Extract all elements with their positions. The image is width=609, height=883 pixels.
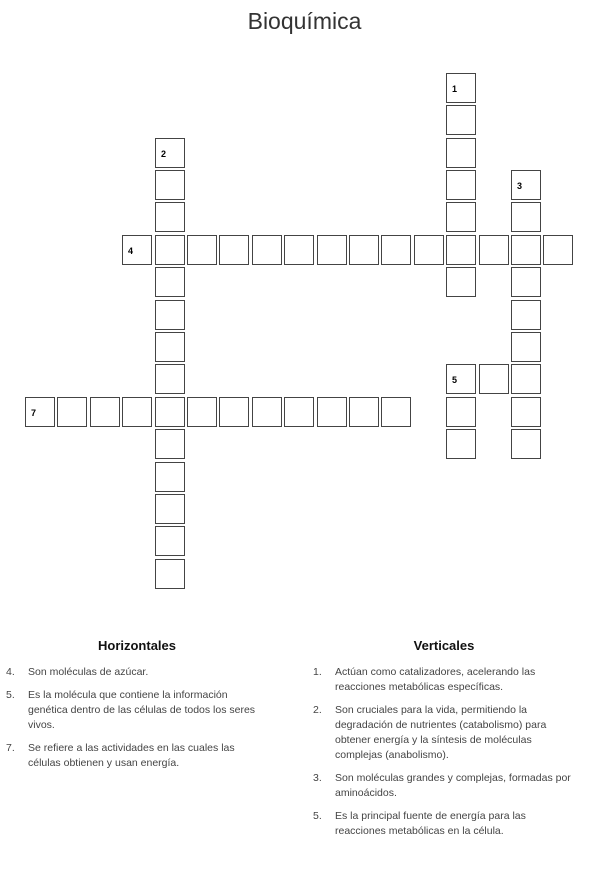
clue-item [6, 665, 268, 680]
clue-text: Es la principal fuente de energía para las reacciones metabólicas en la célula. [335, 810, 526, 837]
crossword-cell[interactable] [349, 397, 379, 427]
crossword-cell[interactable] [155, 526, 185, 556]
crossword-cell[interactable] [155, 494, 185, 524]
crossword-cell[interactable] [511, 364, 541, 394]
crossword-cell[interactable] [155, 300, 185, 330]
crossword-cell[interactable] [446, 105, 476, 135]
crossword-cell[interactable] [155, 364, 185, 394]
clue-number-label: 1 [452, 84, 458, 94]
clue-number-label: 4 [128, 246, 134, 256]
page-title: Bioquímica [247, 8, 362, 34]
clue-item [313, 665, 575, 695]
crossword-cell[interactable] [446, 397, 476, 427]
crossword-cell[interactable] [122, 235, 152, 265]
crossword-cell[interactable] [511, 397, 541, 427]
crossword-cell[interactable] [511, 429, 541, 459]
crossword-cell[interactable] [511, 202, 541, 232]
clue-text: Es la molécula que contiene la información genética dentro de las células de todos los seres vivos. [28, 689, 256, 731]
clue-text: Son cruciales para la vida, permitiendo la degradación de nutrientes (catabolismo) para obtener energía y la síntesis de moléculas complejas (anabolismo). [335, 704, 547, 761]
crossword-cell[interactable] [511, 267, 541, 297]
clue-number-label: 3 [517, 181, 523, 191]
crossword-cell[interactable] [511, 300, 541, 330]
crossword-cell[interactable] [155, 267, 185, 297]
crossword-cell[interactable] [122, 397, 152, 427]
crossword-cell[interactable] [155, 235, 185, 265]
crossword-cell[interactable] [446, 429, 476, 459]
clue-item [6, 741, 268, 771]
crossword-cell[interactable] [511, 235, 541, 265]
clue-text: Actúan como catalizadores, acelerando las reacciones metabólicas específicas. [335, 666, 536, 693]
clue-item [313, 703, 575, 763]
crossword-cell[interactable] [155, 170, 185, 200]
crossword-cell[interactable] [155, 397, 185, 427]
crossword-cell[interactable] [479, 235, 509, 265]
crossword-cell[interactable] [446, 235, 476, 265]
clue-number: 2. [313, 704, 322, 716]
clue-text: Son moléculas grandes y complejas, formadas por aminoácidos. [335, 772, 571, 799]
crossword-cell[interactable] [252, 235, 282, 265]
crossword-cell[interactable] [446, 267, 476, 297]
crossword-cell[interactable] [155, 429, 185, 459]
crossword-cell[interactable] [446, 170, 476, 200]
crossword-cell[interactable] [446, 364, 476, 394]
clue-number: 1. [313, 666, 322, 678]
crossword-cell[interactable] [479, 364, 509, 394]
crossword-cell[interactable] [187, 397, 217, 427]
crossword-cell[interactable] [284, 397, 314, 427]
crossword-cell[interactable] [543, 235, 573, 265]
crossword-cell[interactable] [252, 397, 282, 427]
crossword-cell[interactable] [155, 332, 185, 362]
clue-item [6, 688, 268, 733]
crossword-cell[interactable] [25, 397, 55, 427]
clue-item [313, 771, 575, 801]
clue-text: Son moléculas de azúcar. [28, 666, 149, 678]
clue-number: 5. [6, 689, 15, 701]
clue-number-label: 5 [452, 375, 458, 385]
crossword-cell[interactable] [381, 397, 411, 427]
crossword-cell[interactable] [414, 235, 444, 265]
clue-item [313, 809, 575, 839]
crossword-cell[interactable] [284, 235, 314, 265]
clue-number: 5. [313, 810, 322, 822]
crossword-cell[interactable] [317, 235, 347, 265]
crossword-cell[interactable] [57, 397, 87, 427]
crossword-cell[interactable] [155, 202, 185, 232]
horizontal-clues [6, 638, 268, 779]
crossword-cell[interactable] [90, 397, 120, 427]
clue-number: 3. [313, 772, 322, 784]
clue-text: Se refiere a las actividades en las cuales las células obtienen y usan energía. [28, 742, 235, 769]
crossword-cell[interactable] [511, 332, 541, 362]
crossword-cell[interactable] [349, 235, 379, 265]
clue-number-label: 2 [161, 149, 167, 159]
crossword-cell[interactable] [446, 138, 476, 168]
crossword-cell[interactable] [381, 235, 411, 265]
crossword-cell[interactable] [155, 462, 185, 492]
crossword-cell[interactable] [446, 202, 476, 232]
crossword-cell[interactable] [446, 73, 476, 103]
crossword-cell[interactable] [155, 138, 185, 168]
crossword-cell[interactable] [317, 397, 347, 427]
crossword-cell[interactable] [187, 235, 217, 265]
clue-number: 7. [6, 742, 15, 754]
clue-number-label: 7 [31, 408, 37, 418]
vertical-clues [313, 638, 575, 847]
vertical-heading: Verticales [413, 638, 475, 653]
clue-number: 4. [6, 666, 15, 678]
crossword-cell[interactable] [155, 559, 185, 589]
crossword-cell[interactable] [219, 235, 249, 265]
crossword-cell[interactable] [219, 397, 249, 427]
crossword-cell[interactable] [511, 170, 541, 200]
horizontal-heading: Horizontales [97, 638, 176, 653]
